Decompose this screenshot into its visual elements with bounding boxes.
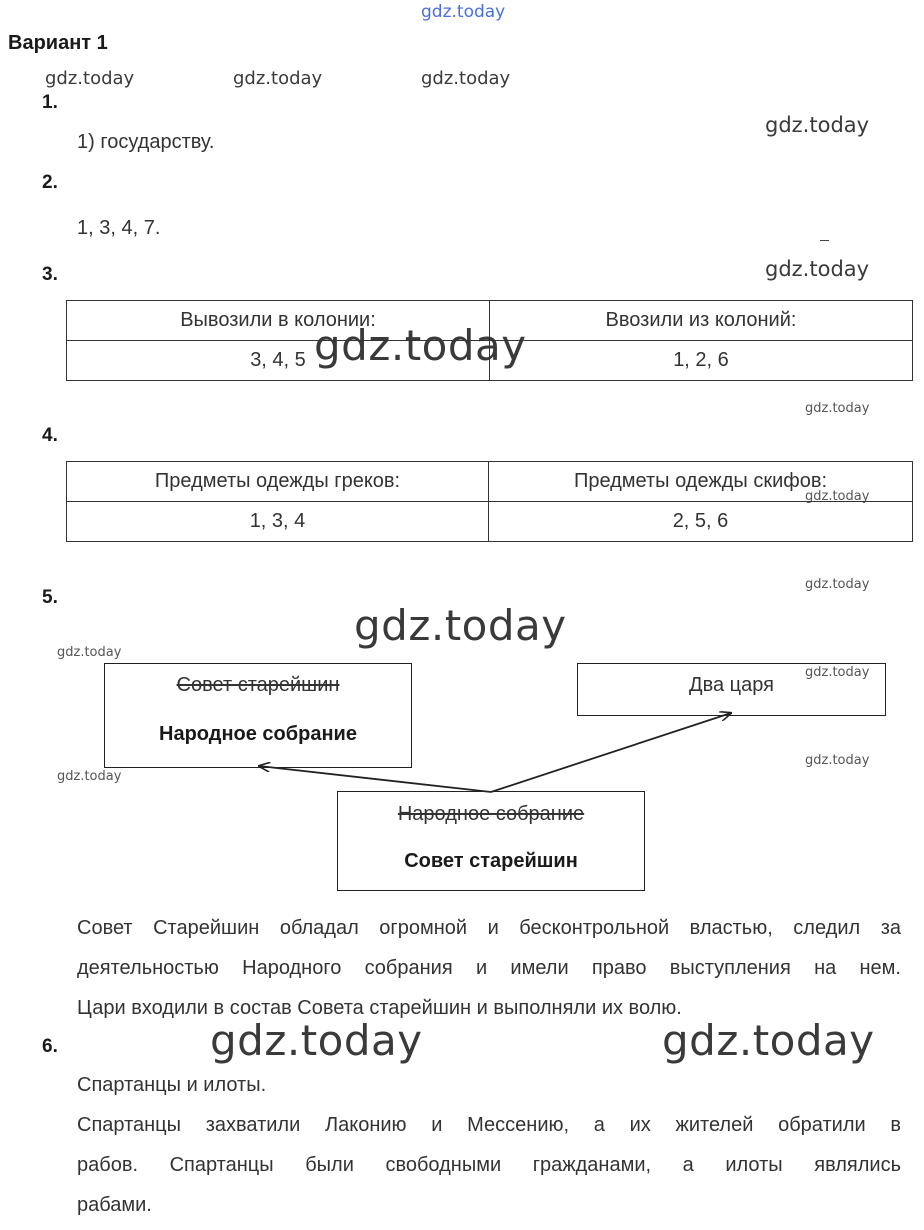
answer-5-paragraph [77, 908, 901, 1028]
question-number-6: 6. [42, 1036, 58, 1057]
answer-6-paragraph [77, 1105, 901, 1225]
answer-6-line: Спартанцы и илоты. [77, 1074, 267, 1096]
table-cell: 1, 3, 4 [67, 502, 489, 542]
watermark: gdz.today [805, 401, 870, 416]
paragraph-line: Совет Старейшин обладал огромной и бесконтрольной властью, следил за [77, 917, 901, 939]
diagram-box-assembly [104, 663, 412, 768]
watermark: gdz.today [805, 577, 870, 592]
arrow-to-left-box [259, 766, 491, 792]
variant-title: Вариант 1 [8, 32, 108, 54]
corrected-label: Совет старейшин [404, 850, 578, 872]
table-header: Ввозили из колоний: [490, 301, 913, 341]
kings-label: Два царя [689, 674, 774, 696]
paragraph-line: деятельностью Народного собрания и имели право выступления на нем. [77, 957, 901, 979]
question-number-4: 4. [42, 425, 58, 446]
question-number-5: 5. [42, 587, 58, 608]
watermark: gdz.today [57, 645, 122, 660]
paragraph-line: Цари входили в состав Совета старейшин и выполняли их волю. [77, 997, 682, 1019]
watermark: gdz.today [765, 113, 870, 137]
watermark: gdz.today [805, 665, 870, 680]
watermark: gdz.today [805, 489, 870, 504]
watermark: gdz.today [805, 753, 870, 768]
diagram-box-council [337, 791, 645, 891]
watermark: gdz.today [57, 769, 122, 784]
question-number-2: 2. [42, 172, 58, 193]
struck-label: Народное собрание [397, 803, 585, 825]
diagram-box-kings [577, 663, 886, 716]
watermark-large: gdz.today [662, 1016, 875, 1065]
watermark: gdz.today [45, 68, 135, 89]
table-cell: 3, 4, 5 [67, 341, 490, 381]
answer-1: 1) государству. [77, 131, 215, 153]
paragraph-line: Спартанцы захватили Лаконию и Мессению, а их жителей обратили в [77, 1114, 901, 1136]
table-cell: 1, 2, 6 [490, 341, 913, 381]
paragraph-line: рабов. Спартанцы были свободными гражданами, а илоты являлись [77, 1154, 901, 1176]
watermark-large: gdz.today [314, 321, 527, 370]
paragraph-line: рабами. [77, 1194, 152, 1216]
struck-label: Совет старейшин [176, 674, 340, 696]
table-header: Предметы одежды греков: [67, 462, 489, 502]
watermark-large: gdz.today [210, 1016, 423, 1065]
watermark: gdz.today [421, 68, 511, 89]
corrected-label: Народное собрание [159, 723, 357, 745]
table-cell: 2, 5, 6 [489, 502, 913, 542]
watermark-large: gdz.today [354, 601, 567, 650]
answer-2: 1, 3, 4, 7. [77, 217, 161, 239]
table-header: Предметы одежды скифов: [489, 462, 913, 502]
watermark: gdz.today [233, 68, 323, 89]
watermark: gdz.today [765, 257, 870, 281]
table-header: Вывозили в колонии: [67, 301, 490, 341]
question-number-3: 3. [42, 264, 58, 285]
arrow-to-right-box [491, 713, 731, 792]
question-number-1: 1. [42, 92, 58, 113]
watermark-top: gdz.today [421, 2, 506, 22]
